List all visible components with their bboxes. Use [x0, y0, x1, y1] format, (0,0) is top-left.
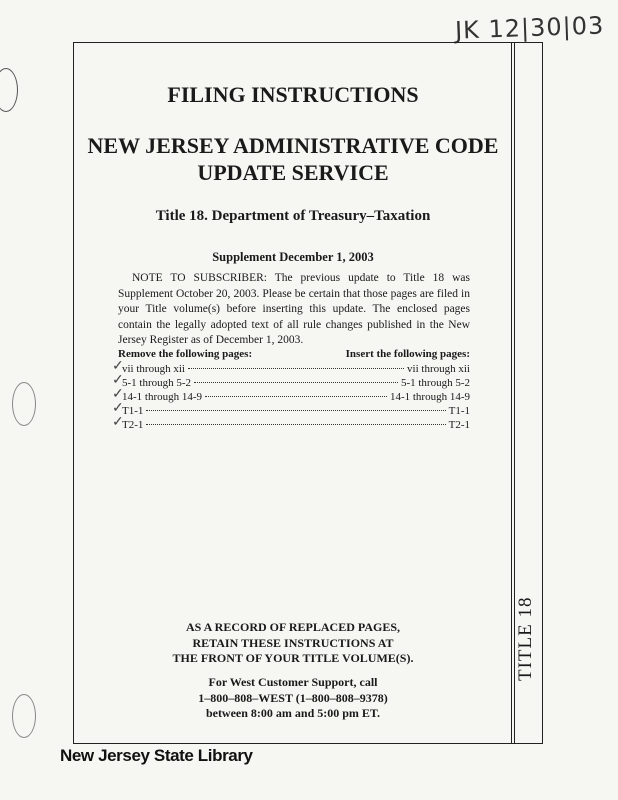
customer-support: [73, 675, 513, 722]
remove-cell: T2-1: [122, 419, 144, 431]
remove-cell: 5-1 through 5-2: [122, 377, 192, 389]
punch-hole-top: [0, 68, 18, 112]
check-mark-icon: ✓: [112, 401, 124, 416]
remove-cell: vii through xii: [122, 363, 185, 375]
page-title: FILING INSTRUCTIONS: [167, 82, 419, 107]
table-row: [112, 401, 470, 418]
handwritten-code: JK 12|30|03: [454, 11, 605, 45]
record-line2: RETAIN THESE INSTRUCTIONS AT: [192, 635, 394, 650]
remove-cell: T1-1: [122, 405, 144, 417]
supplement-date: Supplement December 1, 2003: [212, 250, 374, 264]
page-table: [112, 359, 470, 432]
dot-leader: [146, 424, 445, 425]
support-phone: 1–800–808–WEST (1–800–808–9378): [198, 690, 388, 705]
check-mark-icon: ✓: [112, 359, 124, 374]
table-row: [112, 373, 470, 390]
table-header: [118, 348, 470, 360]
dot-leader: [194, 382, 398, 383]
check-mark-icon: ✓: [112, 387, 124, 402]
record-instructions: [73, 620, 513, 667]
remove-cell: 14-1 through 14-9: [122, 391, 203, 403]
insert-cell: 14-1 through 14-9: [389, 391, 470, 403]
check-mark-icon: ✓: [112, 373, 124, 388]
subscriber-note: NOTE TO SUBSCRIBER: The previous update to Title 18 was Supplement October 20, 2003. Please be certain that those pages are filed in your Title volume(s) before inserting this update. The enclosed pages contain the legally adopted text of all rule changes published in the New Jersey Register as of December 1, 2003.: [118, 272, 470, 346]
insert-cell: vii through xii: [407, 363, 470, 375]
main-heading-line1: NEW JERSEY ADMINISTRATIVE CODE: [87, 133, 499, 158]
table-row: [112, 387, 470, 404]
table-row: [112, 359, 470, 376]
support-line1: For West Customer Support, call: [208, 675, 378, 689]
support-hours: between 8:00 am and 5:00 pm ET.: [205, 706, 381, 720]
dot-leader: [188, 368, 404, 369]
remove-header: Remove the following pages:: [118, 348, 253, 360]
dot-leader: [205, 396, 387, 397]
spine-label: TITLE 18: [515, 596, 536, 681]
library-stamp: New Jersey State Library: [60, 746, 253, 765]
table-row: [112, 415, 470, 432]
punch-hole-bottom: [12, 694, 36, 738]
insert-cell: T1-1: [448, 405, 470, 417]
insert-header: Insert the following pages:: [345, 348, 470, 360]
record-line1: AS A RECORD OF REPLACED PAGES,: [185, 620, 401, 634]
main-heading-line2: UPDATE SERVICE: [197, 160, 389, 185]
punch-hole-middle: [12, 382, 36, 426]
insert-cell: T2-1: [448, 419, 470, 431]
dot-leader: [146, 410, 445, 411]
record-line3: THE FRONT OF YOUR TITLE VOLUME(S).: [172, 651, 414, 665]
title-line: Title 18. Department of Treasury–Taxation: [155, 208, 431, 224]
check-mark-icon: ✓: [112, 415, 124, 430]
main-heading: [73, 132, 513, 186]
insert-cell: 5-1 through 5-2: [400, 377, 470, 389]
